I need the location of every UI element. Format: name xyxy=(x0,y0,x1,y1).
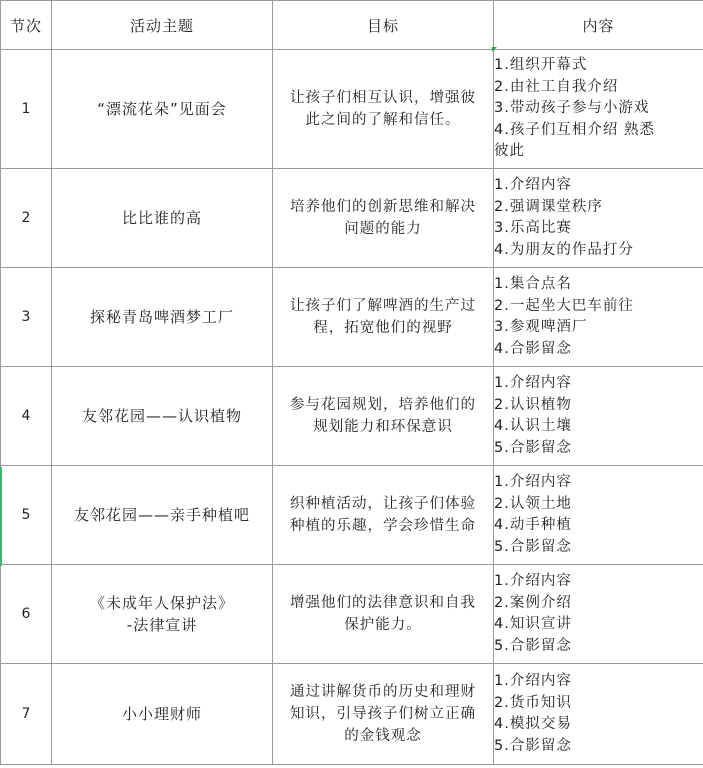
header-row xyxy=(1,1,703,50)
content-item: 5.合影留念 xyxy=(494,737,572,754)
content-item: 4.动手种植 xyxy=(494,517,572,533)
content-item: 5.合影留念 xyxy=(494,637,572,654)
goal-line: 知识，引导孩子们树立正确 xyxy=(290,706,476,722)
theme-line: 《未成年人保护法》 xyxy=(89,594,234,612)
activity-content xyxy=(494,268,703,367)
theme-line: 小小理财师 xyxy=(121,705,202,723)
content-item: 3.带动孩子参与小游戏 xyxy=(494,100,650,117)
goal-line: 规划能力和环保意识 xyxy=(313,419,453,435)
selection-marker xyxy=(0,467,2,566)
theme-line: 探秘青岛啤酒梦工厂 xyxy=(89,308,234,326)
activity-content xyxy=(494,466,703,565)
content-item: 2.认识植物 xyxy=(494,396,572,413)
activity-goal xyxy=(273,466,494,565)
goal-line: 参与花园规划，培养他们的 xyxy=(290,397,476,413)
activity-theme xyxy=(52,169,273,268)
goal-line: 程，拓宽他们的视野 xyxy=(313,320,453,336)
header-session: 节次 xyxy=(1,1,52,50)
activity-theme xyxy=(52,50,273,169)
activity-content xyxy=(494,664,703,765)
goal-line: 的金钱观念 xyxy=(344,728,422,744)
content-item: 5.合影留念 xyxy=(494,538,572,555)
goal-line: 此之间的了解和信任。 xyxy=(305,112,461,128)
table-row xyxy=(1,466,703,565)
table-body xyxy=(1,50,703,765)
content-item: 4.合影留念 xyxy=(494,340,572,357)
table-row xyxy=(1,268,703,367)
content-item: 4.知识宣讲 xyxy=(494,616,572,632)
activity-content xyxy=(494,169,703,268)
activity-theme xyxy=(52,664,273,765)
theme-line: 友邻花园——认识植物 xyxy=(81,407,242,425)
table-row xyxy=(1,367,703,466)
content-item: 1.组织开幕式 xyxy=(494,57,588,74)
goal-line: 让孩子们相互认识，增强彼 xyxy=(290,90,476,106)
content-item: 4.认识土壤 xyxy=(494,418,572,434)
goal-line: 通过讲解货币的历史和理财 xyxy=(290,684,476,700)
session-number: 1 xyxy=(1,50,52,169)
content-item: 3.参观啤酒厂 xyxy=(494,319,588,335)
activity-theme xyxy=(52,367,273,466)
goal-line: 增强他们的法律意识和自我 xyxy=(290,595,476,611)
theme-line: 友邻花园——亲手种植吧 xyxy=(73,506,250,524)
header-theme: 活动主题 xyxy=(52,1,273,50)
session-number: 2 xyxy=(1,169,52,268)
goal-line: 让孩子们了解啤酒的生产过 xyxy=(290,298,476,314)
content-item: 2.一起坐大巴车前往 xyxy=(494,297,634,314)
table-row xyxy=(1,169,703,268)
session-number: 7 xyxy=(1,664,52,765)
goal-line: 培养他们的创新思维和解决 xyxy=(290,199,476,215)
content-item: 5.合影留念 xyxy=(494,439,572,456)
content-item: 1.集合点名 xyxy=(494,276,572,292)
content-item: 4.为朋友的作品打分 xyxy=(494,241,634,258)
content-item: 2.货币知识 xyxy=(494,694,572,711)
session-number: 4 xyxy=(1,367,52,466)
activity-goal xyxy=(273,50,494,169)
goal-line: 问题的能力 xyxy=(344,221,422,237)
activity-theme xyxy=(52,268,273,367)
activity-theme xyxy=(52,466,273,565)
activity-content xyxy=(494,367,703,466)
content-item: 4.孩子们互相介绍 熟悉 xyxy=(494,121,655,138)
content-item: 2.认领土地 xyxy=(494,495,572,512)
goal-line: 保护能力。 xyxy=(344,617,422,633)
activity-goal xyxy=(273,367,494,466)
header-goal: 目标 xyxy=(273,1,494,50)
session-number: 3 xyxy=(1,268,52,367)
content-item: 4.模拟交易 xyxy=(494,716,572,732)
activity-goal xyxy=(273,268,494,367)
table-row xyxy=(1,50,703,169)
content-item: 2.案例介绍 xyxy=(494,594,572,611)
activity-goal xyxy=(273,169,494,268)
session-number: 5 xyxy=(1,466,52,565)
content-item: 1.介绍内容 xyxy=(494,474,572,490)
content-item: 彼此 xyxy=(494,143,525,160)
activity-goal xyxy=(273,664,494,765)
header-content: 内容 xyxy=(494,1,703,50)
activity-content xyxy=(494,50,703,169)
content-item: 1.介绍内容 xyxy=(494,673,572,689)
content-item: 2.由社工自我介绍 xyxy=(494,78,619,95)
theme-line: 比比谁的高 xyxy=(121,209,202,227)
table-row xyxy=(1,664,703,765)
content-item: 3.乐高比赛 xyxy=(494,220,572,236)
theme-line: “漂流花朵”见面会 xyxy=(97,100,227,118)
theme-line: -法律宣讲 xyxy=(126,616,198,634)
activity-content xyxy=(494,565,703,664)
goal-line: 种植的乐趣，学会珍惜生命 xyxy=(290,518,476,534)
content-item: 1.介绍内容 xyxy=(494,375,572,391)
content-item: 2.强调课堂秩序 xyxy=(494,198,603,215)
activity-theme xyxy=(52,565,273,664)
activity-goal xyxy=(273,565,494,664)
cell-comment-marker xyxy=(492,47,497,52)
content-item: 1.介绍内容 xyxy=(494,177,572,193)
content-item: 1.介绍内容 xyxy=(494,573,572,589)
session-number: 6 xyxy=(1,565,52,664)
goal-line: 织种植活动，让孩子们体验 xyxy=(290,496,476,512)
table-row xyxy=(1,565,703,664)
